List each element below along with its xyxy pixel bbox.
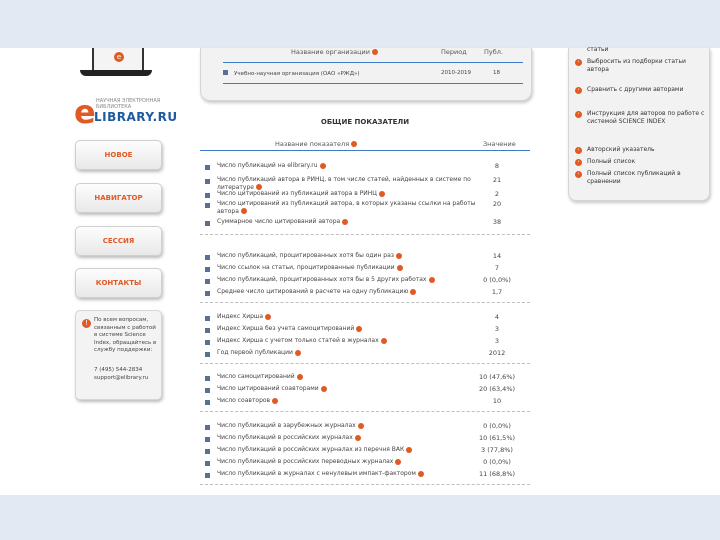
bullet-icon	[205, 279, 210, 284]
bullet-icon	[205, 340, 210, 345]
arrow-icon: ›	[575, 171, 582, 178]
indicator-label: Индекс Хирша с учетом только статей в журналах	[217, 337, 479, 345]
help-icon[interactable]	[358, 423, 364, 429]
indicator-value: 2012	[488, 349, 506, 357]
arrow-icon: ›	[575, 159, 582, 166]
bullet-icon	[205, 291, 210, 296]
table-row[interactable]	[200, 397, 530, 411]
help-icon[interactable]	[241, 208, 247, 214]
indicator-value: 20	[492, 200, 502, 208]
arrow-icon: ›	[575, 87, 582, 94]
page-title: ОБЩИЕ ПОКАЗАТЕЛИ	[320, 118, 410, 126]
indicator-value: 38	[492, 218, 502, 226]
bullet-icon	[205, 473, 210, 478]
top-band	[0, 0, 720, 48]
arrow-icon: ›	[575, 111, 582, 118]
org-row[interactable]	[223, 70, 523, 77]
bullet-icon	[205, 165, 210, 170]
indicator-label: Суммарное число цитирований автора	[217, 218, 479, 226]
period-col-header: Период	[441, 48, 467, 56]
indicator-label: Число ссылок на статьи, процитированные публикации	[217, 264, 479, 272]
logo-tagline: НАУЧНАЯ ЭЛЕКТРОННАЯ БИБЛИОТЕКА	[96, 98, 161, 110]
indicator-value: 20 (63,4%)	[478, 385, 516, 393]
help-icon[interactable]	[351, 141, 357, 147]
info-icon: !	[82, 319, 91, 328]
bullet-icon	[205, 352, 210, 357]
indicator-value: 3 (77,8%)	[481, 446, 513, 454]
indicator-label: Индекс Хирша без учета самоцитирований	[217, 325, 479, 333]
indicator-value: 0 (0,0%)	[483, 276, 511, 284]
table-header-divider	[200, 150, 530, 151]
laptop-base	[80, 70, 152, 76]
indicator-value: 4	[494, 313, 500, 321]
indicator-col-header: Название показателя	[275, 140, 357, 148]
bullet-icon	[223, 70, 228, 75]
help-icon[interactable]	[379, 191, 385, 197]
help-icon[interactable]	[295, 350, 301, 356]
indicator-value: 2	[494, 190, 500, 198]
indicator-value: 8	[494, 162, 500, 170]
bullet-icon	[205, 400, 210, 405]
indicator-label: Год первой публикации	[217, 349, 479, 357]
row-divider	[223, 83, 523, 84]
indicator-label: Число публикаций, процитированных хотя бы в 5 других работах	[217, 276, 479, 284]
bullet-icon	[205, 193, 210, 198]
indicator-value: 7	[494, 264, 500, 272]
indicator-label: Число публикаций, процитированных хотя бы один раз	[217, 252, 479, 260]
indicator-value: 0 (0,0%)	[483, 458, 511, 466]
indicator-label: Число публикаций в российских переводных журналах	[217, 458, 479, 466]
indicator-label: Число публикаций автора в РИНЦ, в том числе статей, найденных в системе по литературе	[217, 176, 471, 191]
nav-new-button[interactable]: НОВОЕ	[75, 140, 162, 170]
table-row[interactable]	[200, 200, 530, 214]
indicator-label: Число самоцитирований	[217, 373, 479, 381]
value-col-header: Значение	[483, 140, 516, 148]
bullet-icon	[205, 449, 210, 454]
bullet-icon	[205, 461, 210, 466]
bullet-icon	[205, 437, 210, 442]
pubs-col-header: Публ.	[484, 48, 503, 56]
header-divider	[223, 62, 523, 63]
arrow-icon: ›	[575, 147, 582, 154]
laptop-image	[80, 48, 152, 76]
indicator-value: 21	[492, 176, 502, 184]
help-icon[interactable]	[355, 435, 361, 441]
organizations-panel	[200, 48, 532, 101]
org-pubs: 18	[493, 70, 500, 76]
bullet-icon	[205, 376, 210, 381]
table-row[interactable]	[200, 349, 530, 363]
help-icon[interactable]	[406, 447, 412, 453]
indicator-value: 10 (47,6%)	[478, 373, 516, 381]
indicator-label: Число цитирований из публикаций автора, в которых указаны ссылки на работы автора	[217, 200, 476, 215]
indicator-label: Число публикаций в зарубежных журналах	[217, 422, 479, 430]
help-icon[interactable]	[410, 289, 416, 295]
indicator-value: 3	[494, 337, 500, 345]
bullet-icon	[205, 267, 210, 272]
help-icon[interactable]	[372, 49, 378, 55]
bottom-band	[0, 495, 720, 540]
help-icon[interactable]	[356, 326, 362, 332]
bullet-icon	[205, 425, 210, 430]
table-row[interactable]	[200, 288, 530, 302]
group-divider	[200, 363, 530, 364]
bullet-icon	[205, 328, 210, 333]
bullet-icon	[205, 388, 210, 393]
indicator-value: 10	[492, 397, 502, 405]
indicator-value: 0 (0,0%)	[483, 422, 511, 430]
group-divider	[200, 234, 530, 235]
logo-name: LIBRARY.RU	[94, 110, 178, 124]
indicator-value: 10 (61,5%)	[478, 434, 516, 442]
help-icon[interactable]	[429, 277, 435, 283]
indicator-label: Среднее число цитирований в расчете на одну публикацию	[217, 288, 479, 296]
bullet-icon	[205, 316, 210, 321]
logo-letter: e	[74, 93, 96, 131]
elibrary-logo[interactable]	[74, 93, 178, 132]
indicator-label: Число публикаций в журналах с ненулевым импакт-фактором	[217, 470, 479, 478]
indicator-label: Число публикаций в российских журналах из перечня ВАК	[217, 446, 479, 454]
help-icon[interactable]	[396, 253, 402, 259]
org-name: Учебно-научная организация (ОАО «РЖД»)	[234, 71, 360, 77]
indicator-label: Индекс Хирша	[217, 313, 479, 321]
indicator-value: 14	[492, 252, 502, 260]
help-icon[interactable]	[272, 398, 278, 404]
indicator-label: Число цитирований из публикаций автора в РИНЦ	[217, 190, 479, 198]
bullet-icon	[205, 179, 210, 184]
table-row[interactable]	[200, 176, 530, 190]
indicator-value: 3	[494, 325, 500, 333]
help-icon[interactable]	[342, 219, 348, 225]
bullet-icon	[205, 203, 210, 208]
help-icon[interactable]	[297, 374, 303, 380]
org-col-header: Название организации	[291, 48, 378, 56]
bullet-icon	[205, 255, 210, 260]
help-icon[interactable]	[321, 386, 327, 392]
help-icon[interactable]	[395, 459, 401, 465]
right-menu-panel: статьи › Выбросить из подборки статьи автора › Сравнить с другими авторами › Инструкция для авторов по работе с системой SCIENCE INDEX › Авторский указатель › Полный список › Полный список публикаций в сравнении	[568, 48, 710, 201]
help-icon[interactable]	[381, 338, 387, 344]
table-row[interactable]	[200, 470, 530, 484]
bullet-icon	[205, 221, 210, 226]
group-divider	[200, 484, 530, 485]
nav-navigator-button[interactable]: НАВИГАТОР	[75, 183, 162, 213]
indicator-label: Число публикаций на elibrary.ru	[217, 162, 479, 170]
indicator-value: 1,7	[491, 288, 503, 296]
help-icon[interactable]	[418, 471, 424, 477]
indicator-label: Число цитирований соавторами	[217, 385, 479, 393]
table-row[interactable]	[200, 218, 530, 232]
support-contacts[interactable]: 7 (495) 544-2834 support@elibrary.ru	[94, 367, 149, 381]
indicator-label: Число соавторов	[217, 397, 479, 405]
help-icon[interactable]	[265, 314, 271, 320]
arrow-icon: ›	[575, 59, 582, 66]
nav-session-button[interactable]: СЕССИЯ	[75, 226, 162, 256]
support-text: По всем вопросам, связанным с работой в системе Science Index, обращайтесь в службу поддержки:	[94, 317, 157, 353]
nav-contacts-button[interactable]: КОНТАКТЫ	[75, 268, 162, 298]
indicator-label: Число публикаций в российских журналах	[217, 434, 479, 442]
help-icon[interactable]	[397, 265, 403, 271]
org-period: 2010-2019	[441, 70, 471, 76]
support-info-box	[75, 310, 162, 400]
group-divider	[200, 411, 530, 412]
indicator-value: 11 (68,8%)	[478, 470, 516, 478]
elibrary-mini-logo: e	[114, 52, 124, 62]
group-divider	[200, 302, 530, 303]
table-row[interactable]	[200, 162, 530, 176]
help-icon[interactable]	[320, 163, 326, 169]
